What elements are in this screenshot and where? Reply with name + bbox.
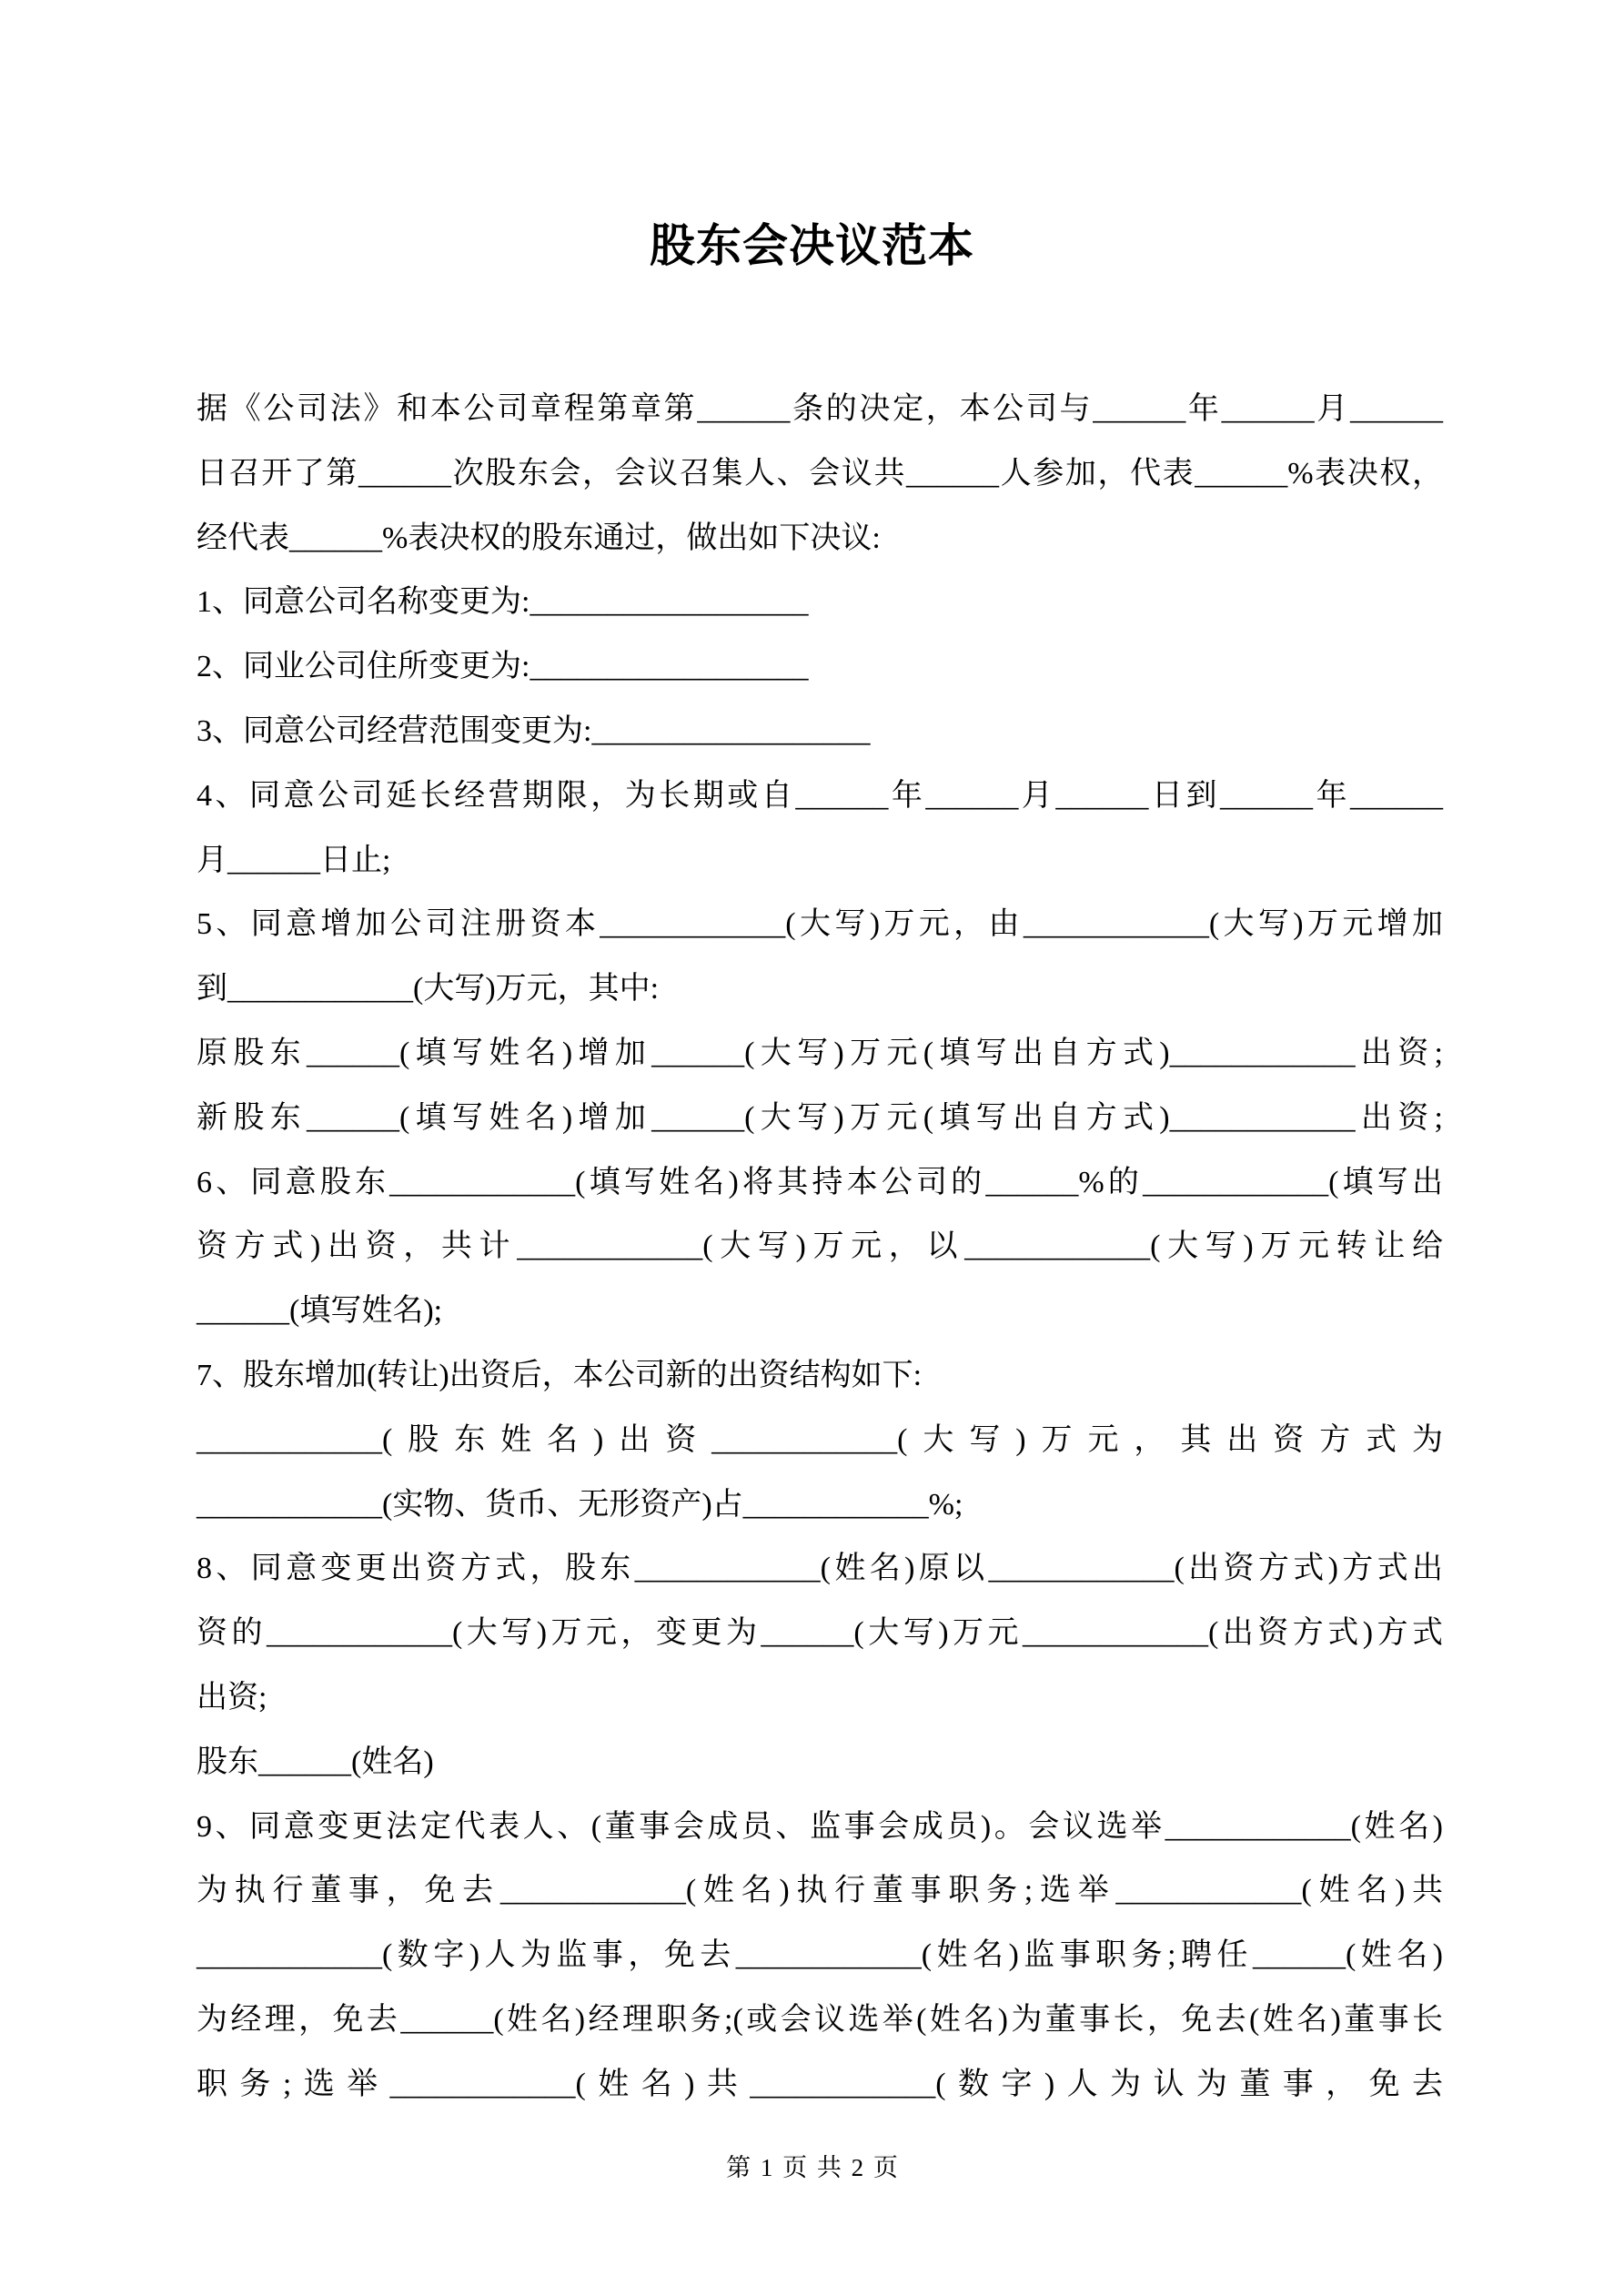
- body-line: 1、同意公司名称变更为:__________________: [197, 585, 809, 620]
- body-line: ______(填写姓名);: [197, 1294, 443, 1329]
- body-line: 4、同意公司延长经营期限，为长期或自______年______月______日到______年______: [197, 778, 1443, 813]
- body-line: 资的____________(大写)万元，变更为______(大写)万元____________(出资方式)方式: [197, 1616, 1443, 1651]
- body-line: 7、股东增加(转让)出资后，本公司新的出资结构如下:: [197, 1358, 923, 1392]
- body-line: 股东______(姓名): [197, 1745, 434, 1779]
- body-line: 3、同意公司经营范围变更为:__________________: [197, 713, 871, 748]
- body-line: 经代表______%表决权的股东通过，做出如下决议:: [197, 521, 881, 555]
- body-line: ____________(实物、货币、无形资产)占____________%;: [197, 1487, 963, 1522]
- body-line: 日召开了第______次股东会，会议召集人、会议共______人参加，代表______%表决权，: [197, 456, 1443, 491]
- body-line: 原股东______(填写姓名)增加______(大写)万元(填写出自方式)____________出资;: [197, 1036, 1443, 1070]
- body-line: 2、同业公司住所变更为:__________________: [197, 650, 809, 684]
- page-number: 第 1 页 共 2 页: [726, 2154, 898, 2181]
- body-line: 8、同意变更出资方式，股东____________(姓名)原以____________(出资方式)方式出: [197, 1552, 1443, 1586]
- body-line: 月______日止;: [197, 843, 391, 877]
- body-line: ____________(数字)人为监事，免去____________(姓名)监事职务;聘任______(姓名): [197, 1938, 1443, 1973]
- body-line: 职务;选举____________(姓名)共____________(数字)人为认为董事，免去: [197, 2067, 1443, 2101]
- body-line: 新股东______(填写姓名)增加______(大写)万元(填写出自方式)____________出资;: [197, 1100, 1443, 1135]
- body-line: 据《公司法》和本公司章程第章第______条的决定，本公司与______年______月______: [197, 392, 1443, 426]
- body-line: 出资;: [197, 1680, 267, 1714]
- body-line: 6、同意股东____________(填写姓名)将其持本公司的______%的____________(填写出: [197, 1165, 1443, 1199]
- body-line: 资方式)出资，共计____________(大写)万元，以____________(大写)万元转让给: [197, 1229, 1443, 1264]
- document-body: [197, 378, 1443, 2118]
- body-line: ____________(股东姓名)出资____________(大写)万元，其出资方式为: [197, 1422, 1443, 1457]
- body-line: 到____________(大写)万元，其中:: [197, 972, 660, 1006]
- body-line: 9、同意变更法定代表人、(董事会成员、监事会成员)。会议选举____________(姓名): [197, 1809, 1443, 1844]
- body-line: 为经理，免去______(姓名)经理职务;(或会议选举(姓名)为董事长，免去(姓名)董事长: [197, 2002, 1443, 2037]
- document-title: 股东会决议范本: [650, 220, 974, 271]
- body-line: 5、同意增加公司注册资本____________(大写)万元，由____________(大写)万元增加: [197, 907, 1443, 942]
- body-line: 为执行董事，免去____________(姓名)执行董事职务;选举____________(姓名)共: [197, 1874, 1443, 1908]
